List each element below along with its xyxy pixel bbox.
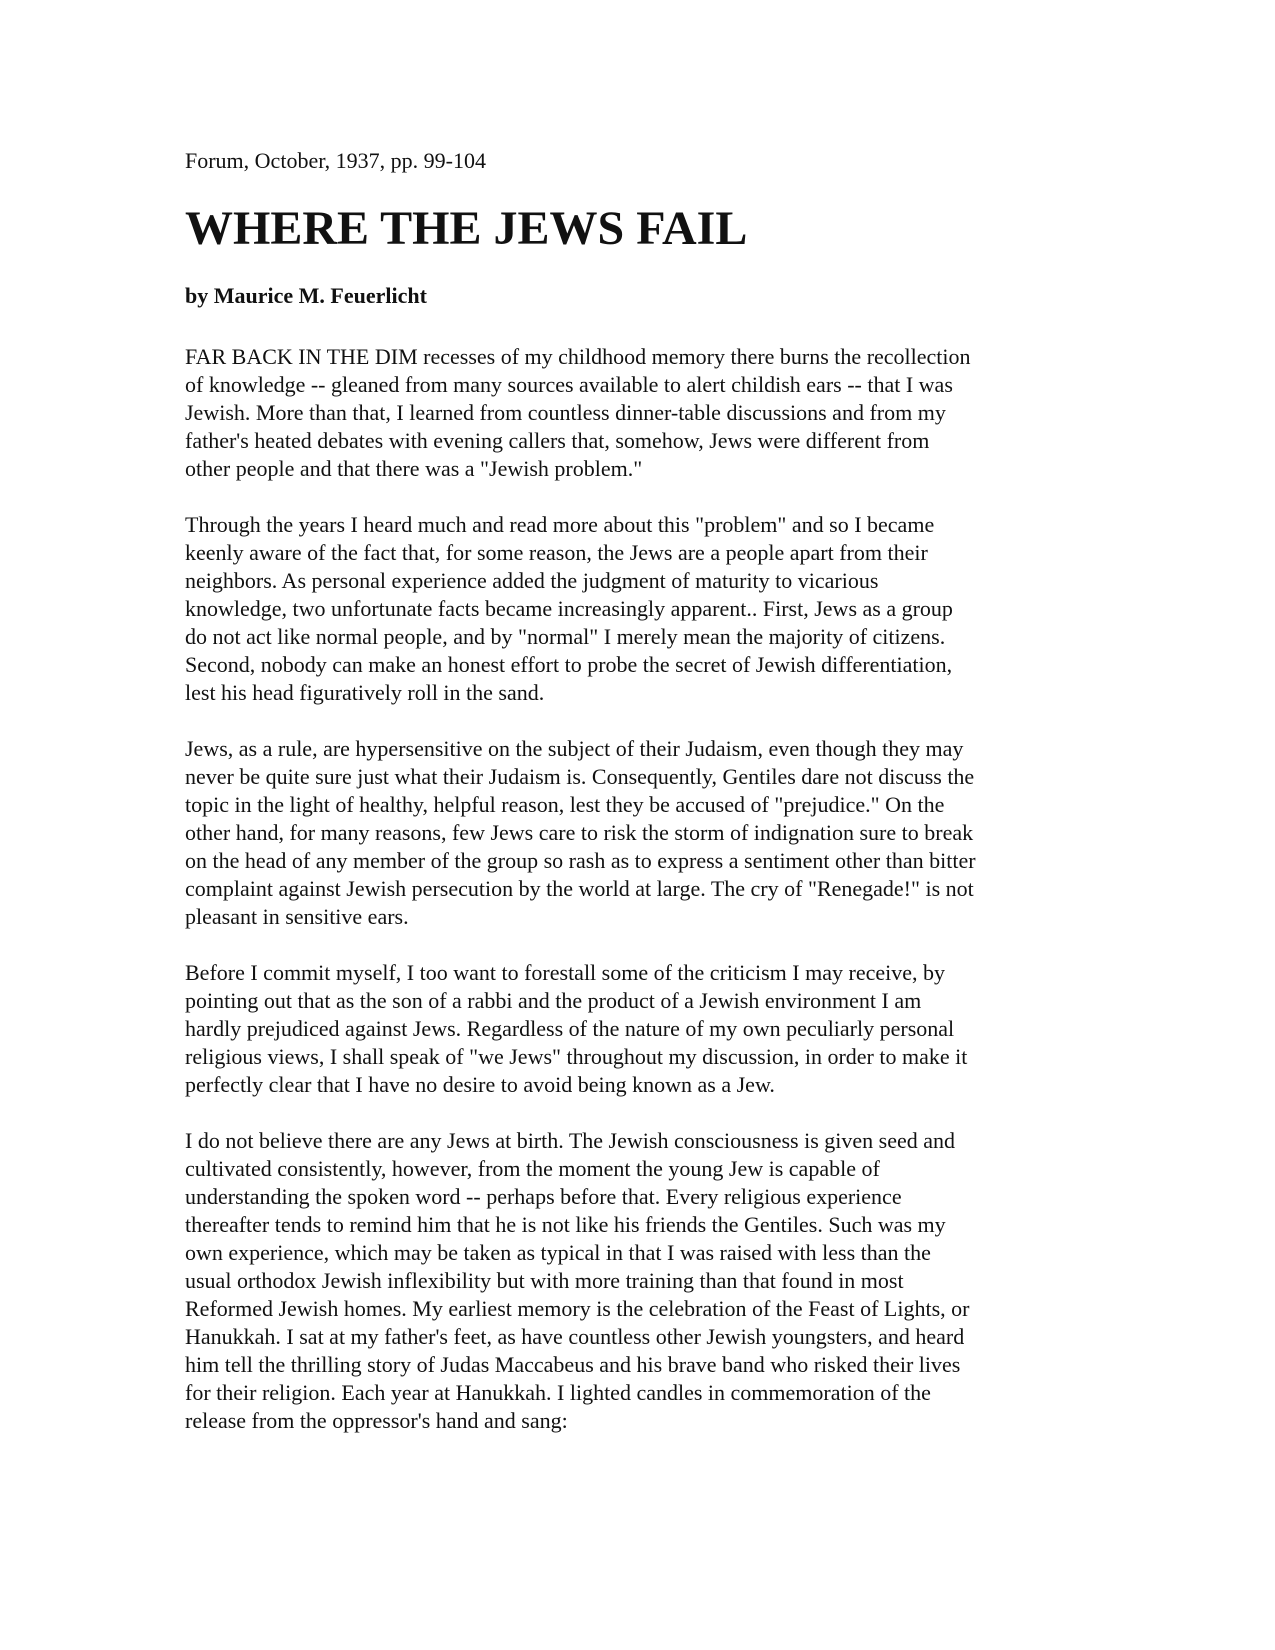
- text-line: Reformed Jewish homes. My earliest memory is the celebration of the Feast of Lights, or: [185, 1296, 970, 1321]
- text-line: knowledge, two unfortunate facts became increasingly apparent.. First, Jews as a group: [185, 596, 953, 621]
- text-line: religious views, I shall speak of "we Jews" throughout my discussion, in order to make it: [185, 1044, 968, 1069]
- paragraph: [185, 735, 1085, 931]
- text-line: never be quite sure just what their Judaism is. Consequently, Gentiles dare not discuss the: [185, 764, 975, 789]
- text-line: of knowledge -- gleaned from many sources available to alert childish ears -- that I was: [185, 372, 953, 397]
- text-line: release from the oppressor's hand and sang:: [185, 1408, 568, 1433]
- text-line: complaint against Jewish persecution by the world at large. The cry of "Renegade!" is not: [185, 876, 974, 901]
- article-body: [185, 343, 1085, 1435]
- text-line: do not act like normal people, and by "normal" I merely mean the majority of citizens.: [185, 624, 946, 649]
- text-line: topic in the light of healthy, helpful reason, lest they be accused of "prejudice." On the: [185, 792, 945, 817]
- paragraph: [185, 343, 1085, 483]
- text-line: for their religion. Each year at Hanukkah. I lighted candles in commemoration of the: [185, 1380, 931, 1405]
- source-citation: Forum, October, 1937, pp. 99-104: [185, 148, 486, 173]
- text-line: keenly aware of the fact that, for some reason, the Jews are a people apart from their: [185, 540, 928, 565]
- text-line: Hanukkah. I sat at my father's feet, as have countless other Jewish youngsters, and heard: [185, 1324, 965, 1349]
- text-line: lest his head figuratively roll in the sand.: [185, 680, 545, 705]
- text-line: father's heated debates with evening callers that, somehow, Jews were different from: [185, 428, 930, 453]
- text-line: pointing out that as the son of a rabbi and the product of a Jewish environment I am: [185, 988, 922, 1013]
- document-page: [185, 147, 1085, 1463]
- text-line: understanding the spoken word -- perhaps before that. Every religious experience: [185, 1184, 902, 1209]
- text-line: thereafter tends to remind him that he is not like his friends the Gentiles. Such was my: [185, 1212, 946, 1237]
- text-line: perfectly clear that I have no desire to avoid being known as a Jew.: [185, 1072, 775, 1097]
- text-line: pleasant in sensitive ears.: [185, 904, 409, 929]
- article-byline: by Maurice M. Feuerlicht: [185, 283, 427, 308]
- text-line: cultivated consistently, however, from the moment the young Jew is capable of: [185, 1156, 880, 1181]
- paragraph: [185, 511, 1085, 707]
- text-line: Before I commit myself, I too want to forestall some of the criticism I may receive, by: [185, 960, 945, 985]
- text-line: him tell the thrilling story of Judas Maccabeus and his brave band who risked their lives: [185, 1352, 961, 1377]
- text-line: I do not believe there are any Jews at birth. The Jewish consciousness is given seed and: [185, 1128, 955, 1153]
- text-line: Second, nobody can make an honest effort to probe the secret of Jewish differentiation,: [185, 652, 953, 677]
- paragraph: [185, 1127, 1085, 1435]
- article-title: WHERE THE JEWS FAIL: [185, 202, 748, 255]
- text-line: FAR BACK IN THE DIM recesses of my childhood memory there burns the recollection: [185, 344, 971, 369]
- text-line: hardly prejudiced against Jews. Regardless of the nature of my own peculiarly personal: [185, 1016, 955, 1041]
- text-line: other hand, for many reasons, few Jews care to risk the storm of indignation sure to break: [185, 820, 974, 845]
- text-line: Through the years I heard much and read more about this "problem" and so I became: [185, 512, 935, 537]
- paragraph: [185, 959, 1085, 1099]
- text-line: neighbors. As personal experience added the judgment of maturity to vicarious: [185, 568, 879, 593]
- text-line: other people and that there was a "Jewish problem.": [185, 456, 643, 481]
- text-line: usual orthodox Jewish inflexibility but with more training than that found in most: [185, 1268, 904, 1293]
- text-line: own experience, which may be taken as typical in that I was raised with less than the: [185, 1240, 931, 1265]
- text-line: on the head of any member of the group so rash as to express a sentiment other than bitter: [185, 848, 976, 873]
- text-line: Jews, as a rule, are hypersensitive on the subject of their Judaism, even though they may: [185, 736, 964, 761]
- text-line: Jewish. More than that, I learned from countless dinner-table discussions and from my: [185, 400, 946, 425]
